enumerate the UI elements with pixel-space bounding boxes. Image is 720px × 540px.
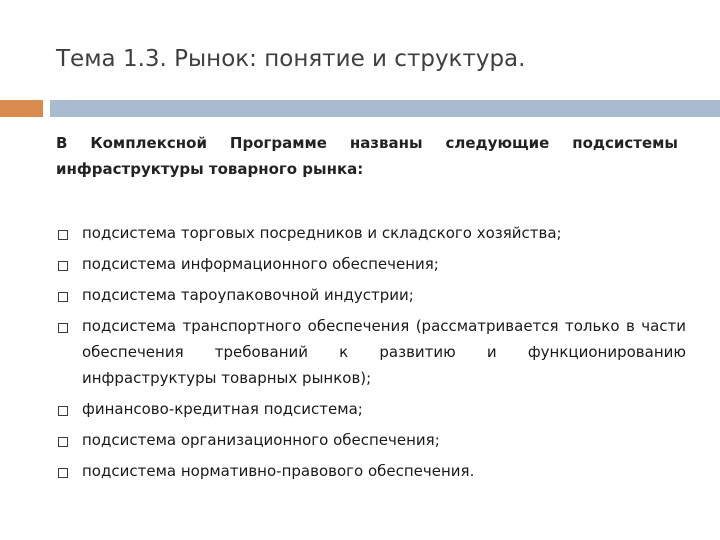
subsystem-list (56, 220, 686, 489)
list-item-text: подсистема тароупаковочной индустрии; (82, 286, 414, 304)
list-item (56, 220, 686, 246)
list-item (56, 313, 686, 391)
square-bullet-icon (58, 261, 68, 271)
square-bullet-icon (58, 468, 68, 478)
slide-title: Тема 1.3. Рынок: понятие и структура. (56, 46, 526, 72)
list-item-text: подсистема торговых посредников и складского хозяйства; (82, 224, 562, 242)
square-bullet-icon (58, 230, 68, 240)
square-bullet-icon (58, 406, 68, 416)
list-item-text: подсистема нормативно-правового обеспечения. (82, 462, 475, 480)
list-item-text: подсистема информационного обеспечения; (82, 255, 439, 273)
list-item-text: подсистема транспортного обеспечения (рассматривается только в части обеспечения требований к развитию и функционированию инфраструктуры товарных рынков); (82, 317, 686, 387)
list-item (56, 396, 686, 422)
title-rule-bar (50, 100, 720, 117)
list-item (56, 282, 686, 308)
list-item-text: финансово-кредитная подсистема; (82, 400, 363, 418)
square-bullet-icon (58, 437, 68, 447)
square-bullet-icon (58, 292, 68, 302)
intro-paragraph: В Комплексной Программе названы следующие подсистемы инфраструктуры товарного рынка: (56, 134, 678, 178)
title-accent-bar (0, 100, 43, 117)
list-item-text: подсистема организационного обеспечения; (82, 431, 440, 449)
list-item (56, 427, 686, 453)
square-bullet-icon (58, 323, 68, 333)
list-item (56, 458, 686, 484)
list-item (56, 251, 686, 277)
